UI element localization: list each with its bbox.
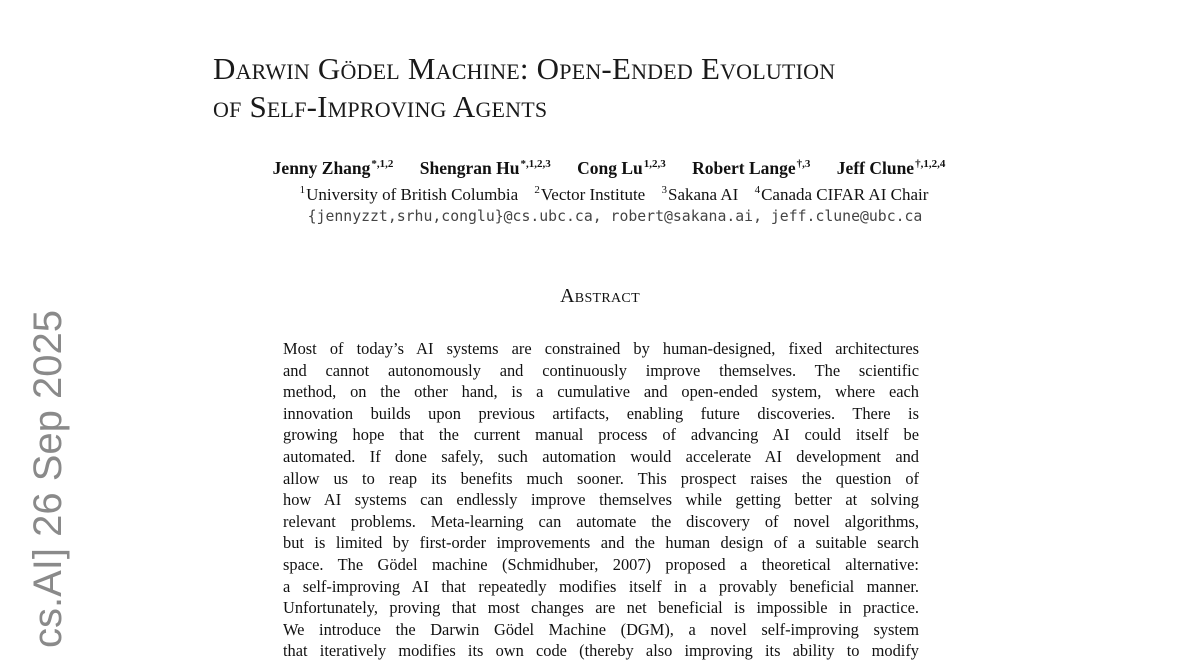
- author-list: [0, 158, 1200, 179]
- title-line-1: Darwin Gödel Machine: Open-Ended Evolution: [213, 51, 836, 86]
- abstract-line: automated. If done safely, such automation would accelerate AI development and: [283, 446, 919, 466]
- abstract-line: relevant problems. Meta-learning can automate the discovery of novel algorithms,: [283, 511, 919, 531]
- abstract-line: how AI systems can endlessly improve themselves while getting better at solving: [283, 490, 919, 510]
- affiliation: $^1$University of British Columbia: [299, 184, 519, 204]
- abstract-line: space. The Gödel machine (Schmidhuber, 2007) proposed a theoretical alternative:: [283, 554, 919, 574]
- affiliation: $^2$Vector Institute: [534, 184, 646, 204]
- abstract-line: Most of today’s AI systems are constrained by human-designed, fixed architectures: [283, 339, 919, 358]
- abstract-line: Unfortunately, proving that most changes are net beneficial is impossible in practice.: [283, 598, 919, 618]
- abstract-line: growing hope that the current manual process of advancing AI could itself be: [283, 425, 919, 445]
- abstract-line: innovation builds upon previous artifacts, enabling future discoveries. There is: [283, 403, 919, 423]
- author-marks: 1,2,3: [643, 158, 666, 171]
- abstract-line: a self-improving AI that repeatedly modifies itself in a provably beneficial manner.: [283, 576, 919, 596]
- author-marks: †,3: [796, 158, 811, 171]
- author: Shengran $Hu^{*,1,2,3}$: [419, 158, 551, 178]
- author-marks: †,1,2,4: [915, 158, 946, 171]
- abstract-line: We introduce the Darwin Gödel Machine (DGM), a novel self-improving system: [283, 619, 919, 639]
- abstract-text: [283, 338, 919, 662]
- author-emails: {jennyzzt,srhu,conglu}@cs.ubc.ca, robert@sakana.ai, jeff.clune@ubc.ca: [307, 208, 923, 225]
- abstract-line: and cannot autonomously and continuously improve themselves. The scientific: [283, 360, 919, 380]
- author-marks: *,1,2,3: [520, 158, 551, 171]
- author: Cong Lu$^{1,2,3}$: [577, 158, 666, 178]
- affiliation: $^4$Canada CIFAR AI Chair: [754, 184, 929, 204]
- title-line-2: of Self-Improving Agents: [213, 89, 548, 124]
- paper-title: [213, 50, 1033, 126]
- author: Robert Lange$^{\dagger,3}$: [692, 158, 811, 178]
- affiliation-list: [0, 184, 1200, 205]
- affiliation: $^3$Sakana AI: [661, 184, 739, 204]
- abstract-line: method, on the other hand, is a cumulative and open-ended system, where each: [283, 382, 919, 402]
- author-marks: *,1,2: [371, 158, 394, 171]
- arxiv-identifier-stamp: cs.AI] 26 Sep 2025: [26, 309, 70, 648]
- author: Jenny Zhang$^{*,1,2}$: [272, 158, 394, 178]
- abstract-line: that iteratively modifies its own code (thereby also improving its ability to modify: [283, 641, 919, 661]
- abstract-heading: Abstract: [560, 285, 640, 307]
- abstract-line: but is limited by first-order improvements and the human design of a suitable search: [283, 533, 919, 553]
- author: Jeff Clune$^{\dagger,1,2,4}$: [836, 158, 946, 178]
- abstract-line: allow us to reap its benefits much sooner. This prospect raises the question of: [283, 468, 919, 488]
